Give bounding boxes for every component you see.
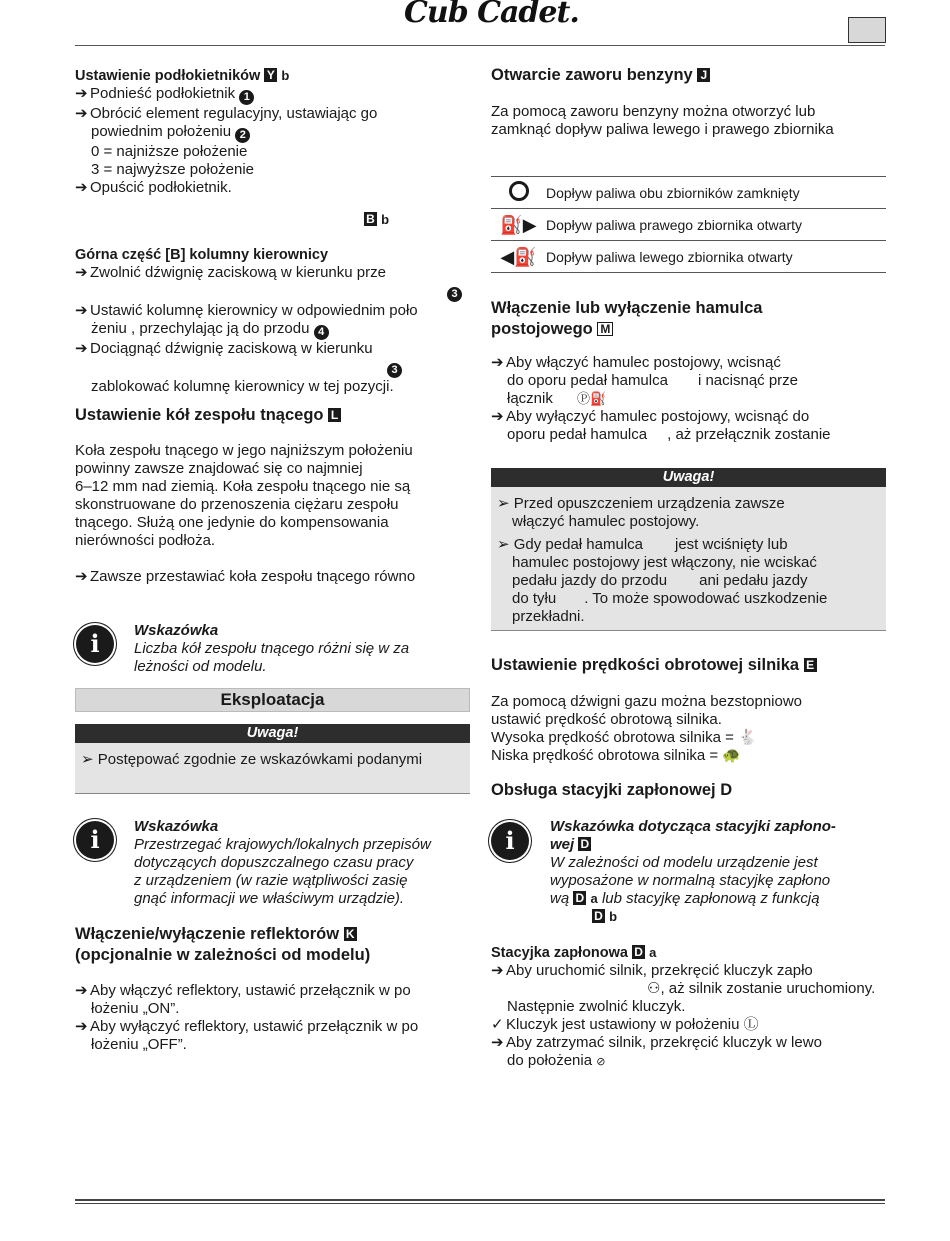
warning-title: Uwaga! (75, 724, 470, 743)
fuel-valve-section: Otwarcie zaworu benzyny J Za pomocą zaworu benzyny można otworzyć lub zamknąć dopływ paliwa lewego i prawego zbiornika (491, 65, 886, 139)
key-position-icon: Ⓛ (743, 1016, 759, 1033)
arrow-icon: ➔ (75, 179, 88, 196)
deck-wheels-section: Ustawienie kół zespołu tnącego L Koła zespołu tnącego w jego najniższym położeniu powinny zawsze znajdować się co najmniej 6–12 mm nad ziemią. Koła zespołu tnącego nie są skonstruowane do przenoszenia ciężaru zespołu tnącego. Służą one jedynie do kompensowania nierówności podłoża. ➔ Zawsze przestawiać koła zespołu tnącego równo (75, 405, 470, 586)
rabbit-icon: 🐇 (738, 729, 757, 746)
step-number: 3 (447, 287, 462, 302)
footer-rule (75, 1199, 885, 1201)
tip-ignition: Wskazówka dotycząca stacyjki zapłono- wej D W zależności od modelu urządzenie jest wyposażone w normalną stacyjkę zapłono wą D a lub stacyjkę zapłonową z funkcją D b (550, 818, 836, 924)
bullet-icon: ➢ (497, 536, 510, 553)
bullet-icon: ➢ (497, 495, 510, 512)
warning-title: Uwaga! (491, 468, 886, 487)
language-tab (848, 17, 886, 43)
table-row: ◀⛽ Dopływ paliwa lewego zbiornika otwarty (491, 241, 886, 273)
tip-wheels: Wskazówka Liczba kół zespołu tnącego różni się w za leżności od modelu. (134, 622, 410, 675)
warning-box-2: Uwaga! ➢ Przed opuszczeniem urządzenia zawsze włączyć hamulec postojowy. ➢ Gdy pedał hamulca jest wciśnięty lub hamulec postojowy jest włączony, nie wciskać pedału jazdy do przodu ani pedału jazdy do tyłu . To może spowodować uszkodzenie przekładni. (491, 468, 886, 631)
ignition-switch-heading: Stacyjka zapłonowa D a (491, 945, 657, 961)
armrest-heading: Ustawienie podłokietników Y b (75, 68, 290, 84)
table-row: Dopływ paliwa obu zbiorników zamknięty (491, 177, 886, 209)
steering-column-heading: Górna część [B] kolumny kierownicy (75, 247, 329, 263)
step-number: 1 (239, 90, 254, 105)
figure-ref: B b (364, 211, 389, 229)
engine-speed-heading: Ustawienie prędkości obrotowej silnika E (491, 655, 886, 676)
fuel-valve-heading: Otwarcie zaworu benzyny J (491, 65, 886, 86)
armrest-section: Ustawienie podłokietników Y b ➔ Podnieść podłokietnik 1 ➔ Obrócić element regulacyjny, ustawiając go powiednim położeniu 2 0 = najniższe położenie 3 = najwyższe położenie ➔ Opuścić podłokietnik. (75, 67, 470, 197)
arrow-icon: ➔ (491, 408, 504, 425)
step-number: 3 (387, 363, 402, 378)
arrow-icon: ➔ (75, 568, 88, 585)
headlights-heading: Włączenie/wyłączenie reflektorów K (75, 924, 470, 945)
info-icon: i (76, 625, 114, 663)
arrow-icon: ➔ (75, 982, 88, 999)
bullet-icon: ➢ (81, 751, 94, 768)
tip-work-time: Wskazówka Przestrzegać krajowych/lokalnych przepisów dotyczących dopuszczalnego czasu pracy z urządzeniem (w razie wątpliwości zasię gnąć informacji we właściwym urządzie). (134, 818, 431, 907)
deck-wheels-heading: Ustawienie kół zespołu tnącego L (75, 405, 470, 426)
parking-switch-icon: Ⓟ⛽ (577, 391, 607, 406)
steering-column-section: Górna część [B] kolumny kierownicy ➔ Zwolnić dźwignię zaciskową w kierunku prze 3 ➔ Ustawić kolumnę kierownicy w odpowiednim poło żeniu , przechylając ją do przodu 4 ➔ Dociągnąć dźwignię zaciskową w kierunku 3 zablokować kolumnę kierownicy w tej pozycji. (75, 246, 470, 396)
stop-icon: ⊘ (596, 1056, 606, 1068)
start-symbol-icon: ⚇ (647, 980, 661, 997)
ignition-heading: Obsługa stacyjki zapłonowej D (491, 781, 733, 799)
ignition-switch-a-section: Stacyjka zapłonowa D a ➔ Aby uruchomić silnik, przekręcić kluczyk zapło ⚇, aż silnik zostanie uruchomiony. Następnie zwolnić kluczyk. ✓ Kluczyk jest ustawiony w położeniu Ⓛ ➔ Aby zatrzymać silnik, przekręcić kluczyk w lewo do położenia ⊘ (491, 944, 886, 1071)
info-icon: i (491, 822, 529, 860)
footer-rule-thin (75, 1203, 885, 1204)
arrow-icon: ➔ (491, 962, 504, 979)
parking-brake-section: Włączenie lub wyłączenie hamulca postojowego M ➔ Aby włączyć hamulec postojowy, wcisnąć do oporu pedał hamulca i nacisnąć prze łącznik Ⓟ⛽ ➔ Aby wyłączyć hamulec postojowy, wcisnąć do oporu pedał hamulca , aż przełącznik zostanie (491, 298, 886, 444)
arrow-icon: ➔ (75, 302, 88, 319)
valve-closed-icon (491, 177, 546, 209)
ignition-section (491, 780, 886, 801)
arrow-icon: ➔ (75, 1018, 88, 1035)
right-tank-open-icon: ⛽▶ (491, 209, 546, 241)
left-tank-open-icon: ◀⛽ (491, 241, 546, 273)
fuel-valve-table (491, 176, 886, 273)
arrow-icon: ➔ (75, 264, 88, 281)
arrow-icon: ➔ (75, 85, 88, 102)
arrow-icon: ➔ (75, 340, 88, 357)
headlights-section: Włączenie/wyłączenie reflektorów K (opcjonalnie w zależności od modelu) ➔ Aby włączyć reflektory, ustawić przełącznik w po łożeniu „ON”. ➔ Aby wyłączyć reflektory, ustawić przełącznik w po łożeniu „OFF”. (75, 924, 470, 1054)
parking-brake-heading: Włączenie lub wyłączenie hamulca (491, 299, 763, 317)
table-row: ⛽▶ Dopływ paliwa prawego zbiornika otwarty (491, 209, 886, 241)
step-number: 4 (314, 325, 329, 340)
arrow-icon: ➔ (491, 1034, 504, 1051)
brand-logo: Cub Cadet. (404, 0, 579, 30)
warning-box-1: Uwaga! ➢ Postępować zgodnie ze wskazówkami podanymi (75, 724, 470, 794)
check-icon: ✓ (491, 1016, 504, 1033)
arrow-icon: ➔ (75, 105, 88, 122)
operation-band: Eksploatacja (75, 688, 470, 712)
info-icon: i (76, 821, 114, 859)
engine-speed-section: Ustawienie prędkości obrotowej silnika E Za pomocą dźwigni gazu można bezstopniowo ustawić prędkość obrotową silnika. Wysoka prędkość obrotowa silnika = 🐇 Niska prędkość obrotowa silnika = 🐢 (491, 655, 886, 765)
turtle-icon: 🐢 (722, 747, 742, 764)
step-number: 2 (235, 128, 250, 143)
header-rule (75, 45, 885, 46)
arrow-icon: ➔ (491, 354, 504, 371)
